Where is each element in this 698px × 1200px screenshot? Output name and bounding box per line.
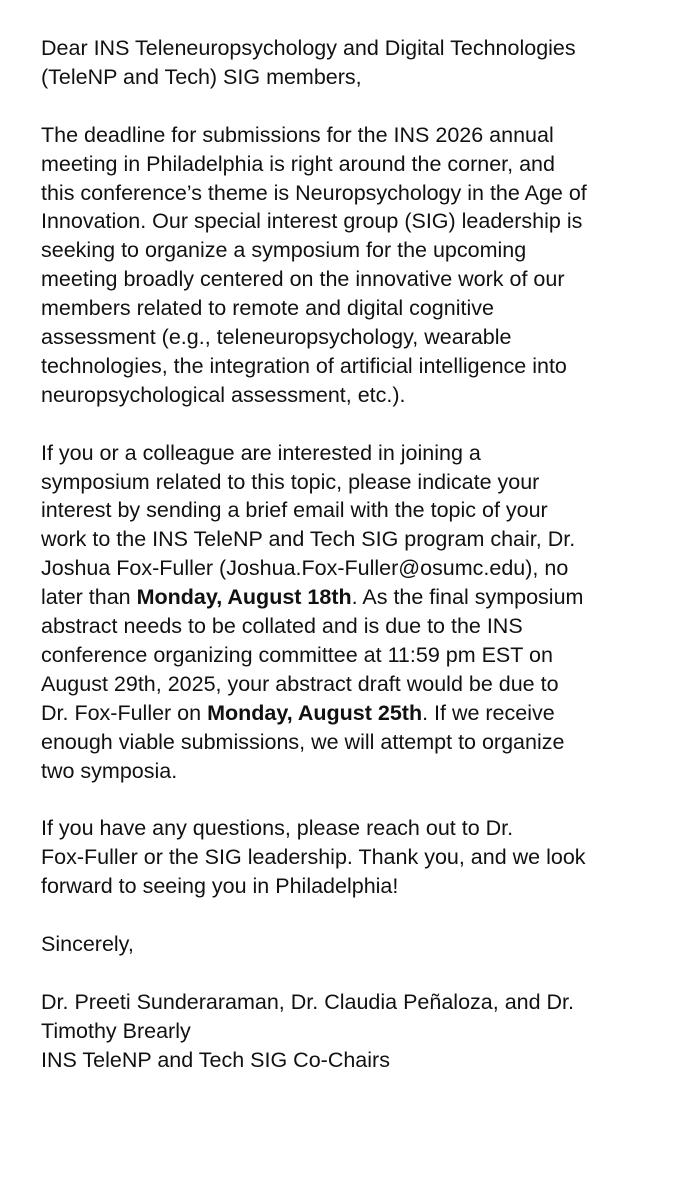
text-line: symposium related to this topic, please indicate your: [41, 469, 540, 494]
text-line: seeking to organize a symposium for the upcoming: [41, 238, 527, 263]
text-line: [41, 699, 681, 728]
text-fragment: . If we receive: [422, 700, 555, 725]
text-line: meeting broadly centered on the innovative work of our: [41, 267, 565, 292]
text-line: If you or a colleague are interested in joining a: [41, 440, 481, 465]
signature-block: [41, 988, 681, 1075]
text-line: work to the INS TeleNP and Tech SIG program chair, Dr.: [41, 527, 576, 552]
text-line: members related to remote and digital cognitive: [41, 296, 494, 321]
text-line: abstract needs to be collated and is due to the INS: [41, 614, 523, 639]
paragraph-deadline: [41, 121, 681, 410]
text-line: interest by sending a brief email with the topic of your: [41, 498, 548, 523]
letter-body: [41, 34, 681, 1075]
text-line: INS TeleNP and Tech SIG Co-Chairs: [41, 1047, 390, 1072]
paragraph-gap: [41, 786, 681, 815]
text-line: Joshua Fox-Fuller (Joshua.Fox-Fuller@osumc.edu), no: [41, 556, 569, 581]
text-line: [41, 583, 681, 612]
text-fragment: later than: [41, 585, 137, 610]
text-line: Sincerely,: [41, 932, 134, 957]
paragraph-submission: [41, 439, 681, 786]
text-line: Dear INS Teleneuropsychology and Digital Technologies: [41, 36, 576, 60]
text-line: Fox-Fuller or the SIG leadership. Thank you, and we look: [41, 845, 586, 870]
text-line: Innovation. Our special interest group (SIG) leadership is: [41, 209, 583, 234]
salutation: [41, 34, 681, 92]
paragraph-gap: [41, 410, 681, 439]
paragraph-gap: [41, 901, 681, 930]
paragraph-gap: [41, 92, 681, 121]
draft-date-bold: Monday, August 25th: [207, 700, 423, 725]
text-line: neuropsychological assessment, etc.).: [41, 382, 406, 407]
text-line: If you have any questions, please reach out to Dr.: [41, 816, 514, 841]
paragraph-gap: [41, 959, 681, 988]
deadline-date-bold: Monday, August 18th: [136, 585, 352, 610]
text-line: meeting in Philadelphia is right around the corner, and: [41, 151, 555, 176]
text-line: technologies, the integration of artificial intelligence into: [41, 353, 567, 378]
text-line: assessment (e.g., teleneuropsychology, wearable: [41, 325, 512, 350]
text-line: forward to seeing you in Philadelphia!: [41, 874, 399, 899]
text-fragment: . As the final symposium: [351, 585, 584, 610]
text-fragment: Dr. Fox-Fuller on: [41, 700, 208, 725]
text-line: two symposia.: [41, 758, 178, 783]
text-line: (TeleNP and Tech) SIG members,: [41, 64, 362, 89]
text-line: conference organizing committee at 11:59 pm EST on: [41, 643, 553, 667]
closing: [41, 930, 681, 959]
text-line: Timothy Brearly: [41, 1018, 191, 1043]
paragraph-questions: [41, 814, 681, 901]
text-line: this conference’s theme is Neuropsychology in the Age of: [41, 180, 587, 205]
text-line: The deadline for submissions for the INS 2026 annual: [41, 122, 554, 147]
text-line: Dr. Preeti Sunderaraman, Dr. Claudia Peñaloza, and Dr.: [41, 989, 575, 1014]
text-line: August 29th, 2025, your abstract draft would be due to: [41, 671, 559, 696]
text-line: enough viable submissions, we will attempt to organize: [41, 729, 565, 754]
